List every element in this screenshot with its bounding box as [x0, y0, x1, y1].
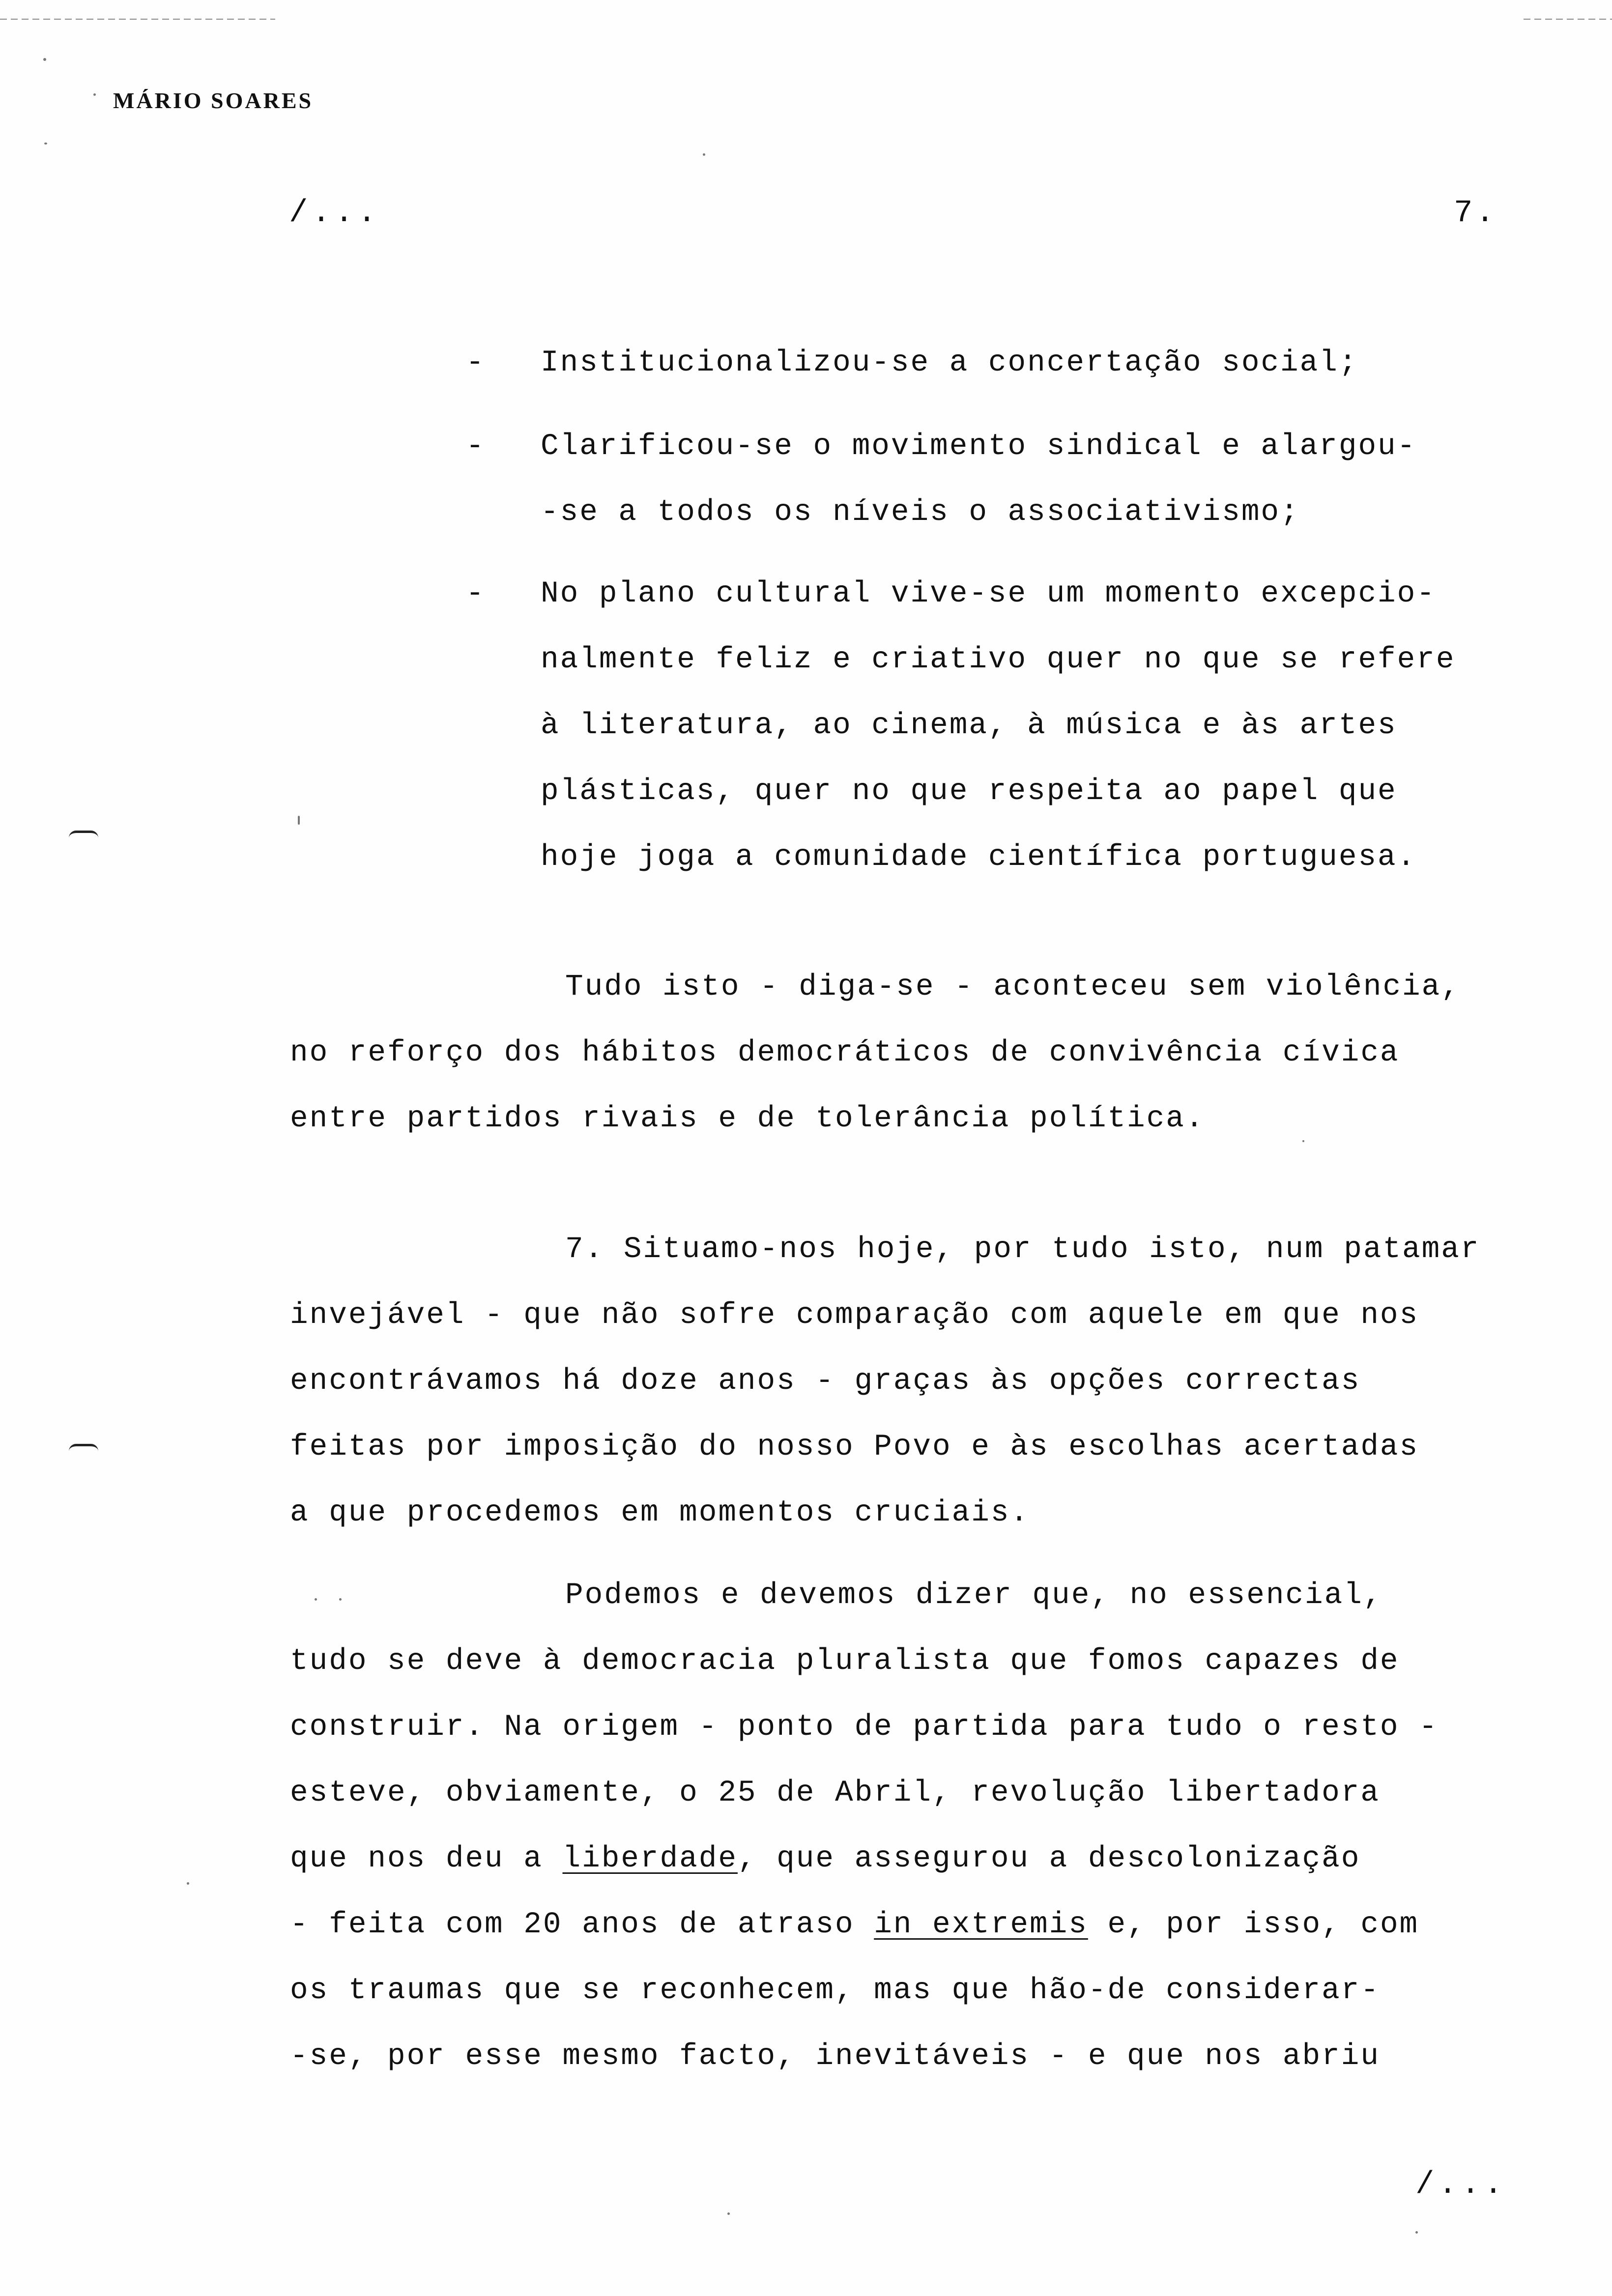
paragraph-line: 7. Situamo-nos hoje, por tudo isto, num patamar — [565, 1233, 1480, 1266]
scan-speck — [93, 93, 96, 96]
bullet-dash: - — [466, 577, 484, 611]
scan-edge-rule — [0, 19, 275, 20]
paragraph-line: Podemos e devemos dizer que, no essencial, — [565, 1578, 1383, 1612]
bullet-line: plásticas, quer no que respeita ao papel que — [541, 775, 1397, 808]
text-run: e, por isso, com — [1088, 1908, 1419, 1942]
scan-speck — [1302, 1140, 1304, 1142]
paragraph-line: entre partidos rivais e de tolerância política. — [290, 1102, 1205, 1136]
scan-speck — [44, 143, 47, 144]
underlined-term: liberdade — [562, 1842, 738, 1876]
bullet-line — [541, 431, 1510, 461]
underlined-term: in extremis — [874, 1908, 1088, 1942]
paragraph-line: os traumas que se reconhecem, mas que hão-de considerar- — [290, 1974, 1380, 2008]
bullet-line: nalmente feliz e criativo quer no que se refere — [541, 643, 1456, 677]
paragraph-line: Tudo isto - diga-se - aconteceu sem violência, — [565, 970, 1461, 1004]
scan-speck — [187, 1882, 189, 1885]
continuation-mark-top: /... — [289, 196, 380, 231]
bullet-dash: - — [466, 430, 484, 463]
paragraph-line: construir. Na origem - ponto de partida para tudo o resto - — [290, 1710, 1439, 1744]
paragraph-line: tudo se deve à democracia pluralista que fomos capazes de — [290, 1644, 1400, 1678]
bullet-line: No plano cultural vive-se um momento excepcio- — [541, 577, 1436, 611]
binder-hole-mark — [69, 1444, 98, 1451]
paragraph-line: feitas por imposição do nosso Povo e às escolhas acertadas — [290, 1430, 1419, 1464]
scan-edge-rule — [1524, 19, 1612, 20]
scan-speck — [298, 816, 300, 825]
text-run: , que assegurou a descolonização — [737, 1842, 1361, 1876]
bullet-dash: - — [466, 346, 484, 380]
paragraph-line: a que procedemos em momentos cruciais. — [290, 1496, 1030, 1530]
scan-speck — [43, 58, 46, 61]
bullet-line-text: Clarificou-se o movimento sindical e alargou- — [541, 430, 1417, 463]
scan-speck — [339, 1598, 342, 1601]
bullet-line: -se a todos os níveis o associativismo; — [541, 495, 1300, 529]
scan-speck — [703, 153, 705, 156]
paragraph-line — [290, 1910, 1419, 1940]
scan-speck — [315, 1598, 317, 1601]
scan-speck — [1415, 2231, 1418, 2234]
paragraph-line: esteve, obviamente, o 25 de Abril, revolução libertadora — [290, 1776, 1380, 1810]
scan-speck — [727, 2212, 730, 2215]
bullet-line: hoje joga a comunidade científica portuguesa. — [541, 840, 1417, 874]
paragraph-line: no reforço dos hábitos democráticos de convivência cívica — [290, 1036, 1400, 1070]
paragraph-line: -se, por esse mesmo facto, inevitáveis - e que nos abriu — [290, 2039, 1380, 2073]
text-run: que nos deu a — [290, 1842, 563, 1876]
continuation-mark-bottom: /... — [1415, 2167, 1507, 2203]
page-number: 7. — [1454, 196, 1497, 231]
paragraph-line: encontrávamos há doze anos - graças às opções correctas — [290, 1364, 1361, 1398]
bullet-line: à literatura, ao cinema, à música e às artes — [541, 709, 1397, 743]
paragraph-line: invejável - que não sofre comparação com aquele em que nos — [290, 1298, 1419, 1332]
paragraph-line — [290, 1844, 1360, 1874]
author-header: MÁRIO SOARES — [113, 88, 314, 113]
text-run: - feita com 20 anos de atraso — [290, 1908, 874, 1942]
bullet-line: Institucionalizou-se a concertação social; — [541, 346, 1358, 380]
binder-hole-mark — [69, 831, 98, 838]
